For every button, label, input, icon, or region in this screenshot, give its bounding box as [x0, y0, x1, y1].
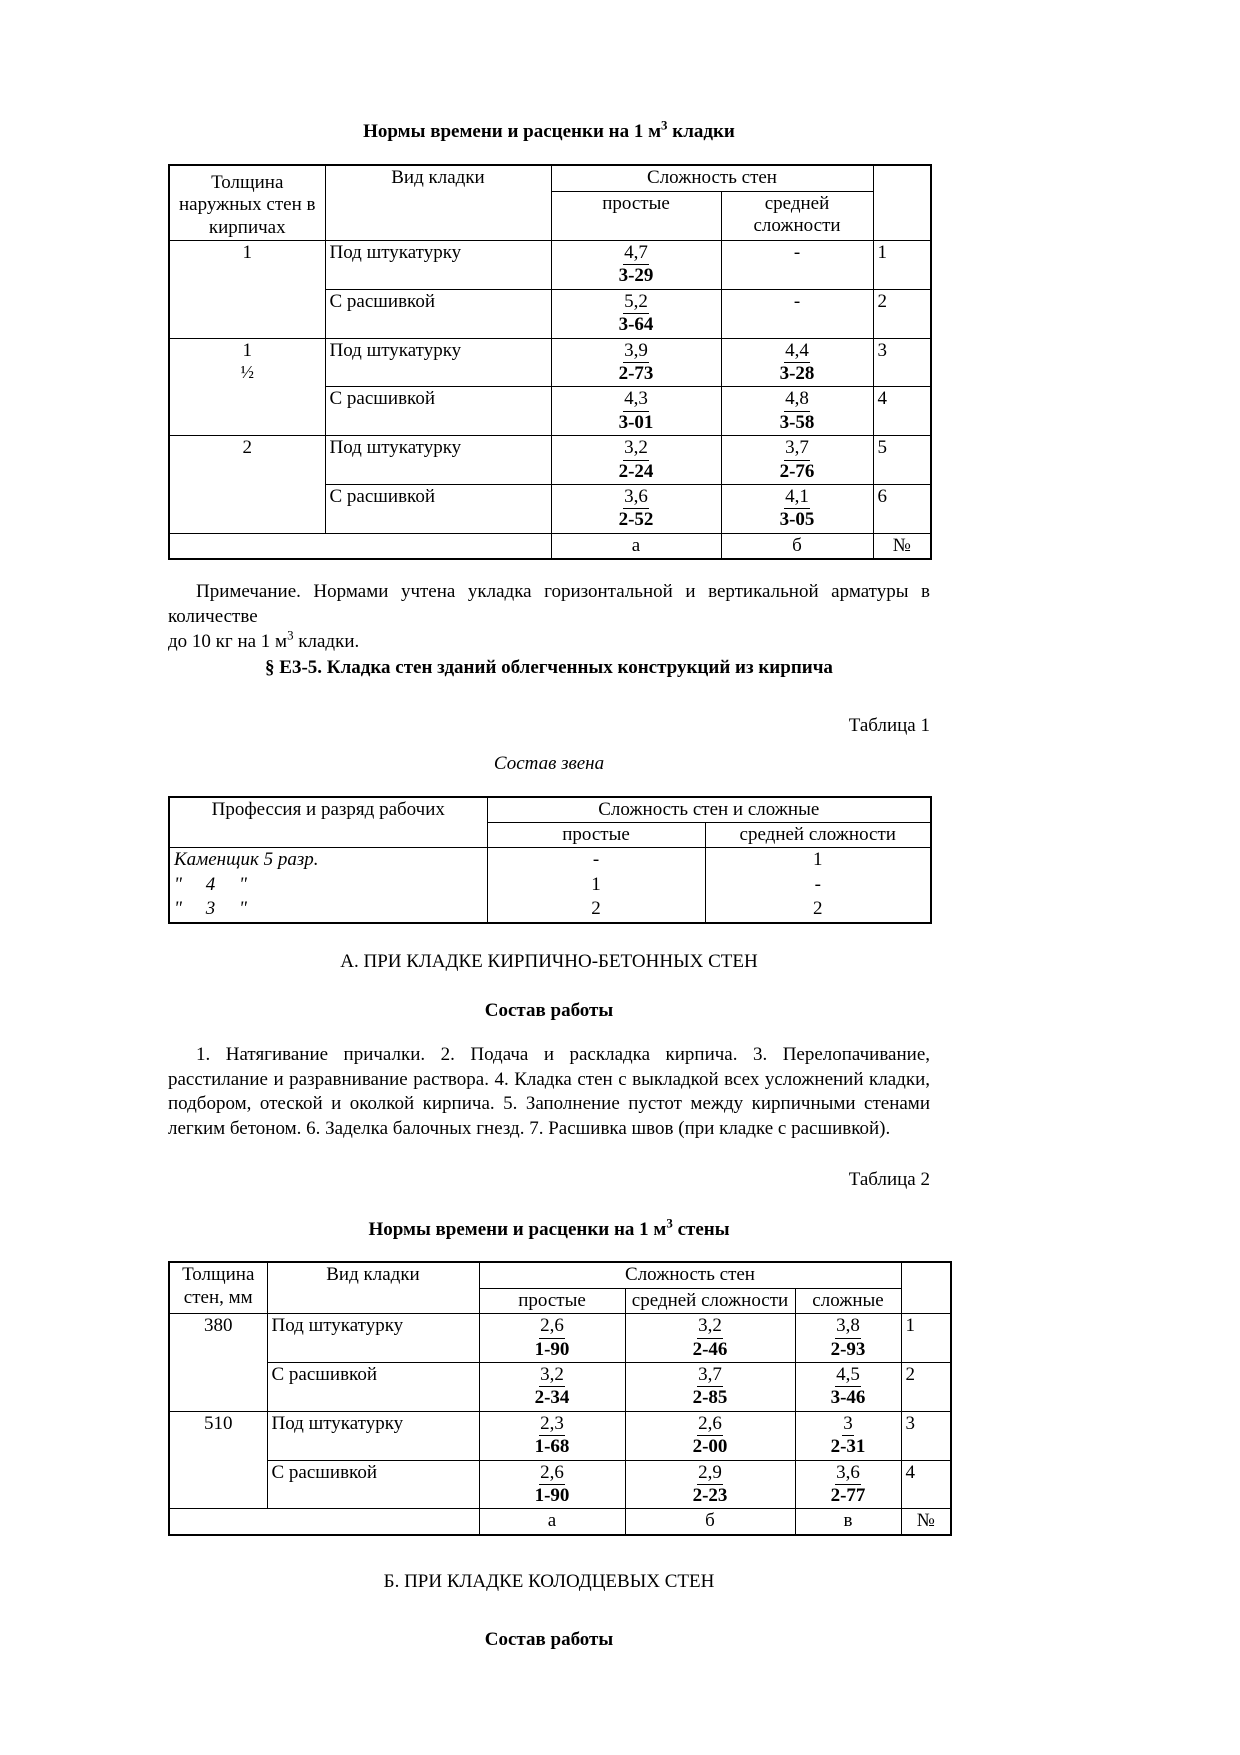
- value-denominator: 3-46: [830, 1387, 866, 1409]
- wall-header-kind: Вид кладки: [267, 1262, 479, 1313]
- value-numerator: 4,3: [623, 388, 649, 411]
- header-medium: средней сложности: [721, 191, 873, 240]
- table-row: [169, 1314, 951, 1363]
- cell-number: 4: [873, 387, 931, 436]
- crew-cell-simple: 1: [487, 873, 705, 897]
- wall-header-row-1: [169, 1262, 951, 1288]
- cell-medium: [625, 1411, 795, 1460]
- crew-row-group: [169, 873, 931, 897]
- value-numerator: 3,6: [835, 1462, 861, 1485]
- cell-kind: С расшивкой: [325, 485, 551, 534]
- cell-number: 3: [873, 338, 931, 387]
- section-a-title: А. ПРИ КЛАДКЕ КИРПИЧНО-БЕТОННЫХ СТЕН: [340, 950, 758, 972]
- wall-footer-number: №: [901, 1509, 951, 1535]
- wall-footer-b: б: [625, 1509, 795, 1535]
- note-paragraph-line2: [168, 627, 930, 655]
- header-complexity-group: Сложность стен: [551, 165, 873, 192]
- crew-cell-simple: 2: [487, 897, 705, 922]
- footer-a: а: [551, 533, 721, 559]
- cell-simple: [479, 1411, 625, 1460]
- value-denominator: 2-76: [779, 460, 815, 482]
- value-denominator: 2-85: [692, 1387, 728, 1409]
- crew-cell-profession: " 4 ": [169, 873, 487, 897]
- wall-header-thickness: Толщина стен, мм: [169, 1262, 267, 1313]
- cell-medium: [721, 436, 873, 485]
- wall-header-simple: простые: [479, 1288, 625, 1313]
- value-denominator: 2-00: [692, 1436, 728, 1458]
- cell-number: 2: [873, 289, 931, 338]
- cell-number: 1: [901, 1314, 951, 1363]
- value-numerator: 5,2: [623, 291, 649, 314]
- value-denominator: 2-77: [830, 1485, 866, 1506]
- crew-header-simple: простые: [487, 822, 705, 847]
- section3-title-superscript: 3: [666, 1215, 673, 1231]
- section-b-title: Б. ПРИ КЛАДКЕ КОЛОДЦЕВЫХ СТЕН: [383, 1570, 715, 1592]
- cell-thickness-fraction: ½: [240, 362, 255, 382]
- cell-complex: [795, 1460, 901, 1509]
- crew-cell-medium: -: [705, 873, 931, 897]
- table-footer-row: [169, 533, 931, 559]
- value-denominator: 2-73: [618, 363, 654, 384]
- value-numerator: 2,6: [539, 1315, 565, 1338]
- cell-medium: [721, 485, 873, 534]
- value-numerator: 2,6: [697, 1413, 723, 1436]
- page-content: [168, 117, 935, 1651]
- cell-medium: [721, 387, 873, 436]
- header-number-blank: [873, 165, 931, 241]
- cell-medium: [625, 1362, 795, 1411]
- crew-subtitle: Состав звена: [493, 752, 605, 774]
- table-row: [169, 1411, 951, 1460]
- cell-simple: [551, 436, 721, 485]
- value-numerator: 3,6: [623, 486, 649, 509]
- crew-header-row-1: [169, 797, 931, 823]
- work-composition-title-a: Состав работы: [484, 1000, 614, 1022]
- wall-footer-a: а: [479, 1509, 625, 1535]
- value-denominator: 1-68: [534, 1436, 570, 1458]
- cell-simple: [479, 1314, 625, 1363]
- cell-medium: [625, 1314, 795, 1363]
- cell-kind: Под штукатурку: [325, 240, 551, 289]
- cell-thickness: 510: [169, 1411, 267, 1509]
- section3-title-pre: Нормы времени и расценки на 1 м: [368, 1218, 667, 1240]
- cell-medium: -: [721, 240, 873, 289]
- table-row: [169, 1362, 951, 1411]
- value-denominator: 2-34: [534, 1387, 570, 1409]
- wall-footer-v: в: [795, 1509, 901, 1535]
- cell-complex: [795, 1362, 901, 1411]
- cell-simple: [551, 240, 721, 289]
- wall-header-number-blank: [901, 1262, 951, 1313]
- value-numerator: 4,4: [784, 340, 810, 363]
- section3-title: [168, 1215, 930, 1242]
- cell-number: 3: [901, 1411, 951, 1460]
- cell-number: 1: [873, 240, 931, 289]
- value-numerator: 4,8: [784, 388, 810, 411]
- cell-kind: Под штукатурку: [267, 1411, 479, 1460]
- cell-complex: [795, 1314, 901, 1363]
- cell-number: 4: [901, 1460, 951, 1509]
- header-kind: Вид кладки: [325, 165, 551, 241]
- wall-header-complex: сложные: [795, 1288, 901, 1313]
- crew-cell-medium: 1: [705, 848, 931, 873]
- crew-header-profession: Профессия и разряд рабочих: [169, 797, 487, 848]
- table-header-row-1: [169, 165, 931, 192]
- table-row: [169, 1460, 951, 1509]
- value-denominator: 2-31: [830, 1436, 866, 1458]
- cell-kind: С расшивкой: [325, 387, 551, 436]
- cell-kind: С расшивкой: [267, 1362, 479, 1411]
- table-label-2: Таблица 2: [848, 1168, 930, 1190]
- value-denominator: 2-46: [692, 1338, 728, 1360]
- cell-kind: С расшивкой: [325, 289, 551, 338]
- norms-wall-table: [168, 1261, 952, 1535]
- value-numerator: 2,9: [697, 1462, 723, 1485]
- table-row: [169, 240, 931, 289]
- crew-row-group: [169, 848, 931, 873]
- value-denominator: 3-28: [779, 363, 815, 384]
- cell-thickness: 380: [169, 1314, 267, 1412]
- cell-kind: Под штукатурку: [325, 436, 551, 485]
- crew-row-group: [169, 897, 931, 922]
- cell-thickness-whole: 1: [242, 339, 252, 361]
- value-numerator: 3,7: [784, 437, 810, 460]
- value-numerator: 3,2: [697, 1315, 723, 1338]
- value-numerator: 2,6: [539, 1462, 565, 1485]
- table-label-1: Таблица 1: [848, 715, 930, 737]
- value-numerator: 3,8: [835, 1315, 861, 1338]
- value-numerator: 3: [842, 1413, 854, 1436]
- cell-medium: [625, 1460, 795, 1509]
- value-denominator: 2-52: [618, 509, 654, 531]
- cell-thickness: 2: [169, 436, 325, 534]
- crew-header-group: Сложность стен и сложные: [487, 797, 931, 823]
- value-denominator: 3-64: [618, 314, 654, 336]
- cell-simple: [551, 289, 721, 338]
- wall-footer-row: [169, 1509, 951, 1535]
- cell-thickness: [169, 338, 325, 436]
- note-line2-post: кладки.: [293, 630, 360, 652]
- value-numerator: 3,9: [623, 340, 649, 363]
- section3-title-post: стены: [672, 1218, 730, 1240]
- cell-medium: [721, 338, 873, 387]
- crew-cell-medium: 2: [705, 897, 931, 922]
- note-paragraph: [168, 580, 930, 629]
- work-composition-title-b: Состав работы: [484, 1628, 614, 1650]
- norms-masonry-table: [168, 164, 932, 561]
- table-row: [169, 436, 931, 485]
- cell-simple: [551, 485, 721, 534]
- cell-simple: [551, 338, 721, 387]
- value-numerator: 4,7: [623, 242, 649, 265]
- wall-header-group: Сложность стен: [479, 1262, 901, 1288]
- cell-kind: С расшивкой: [267, 1460, 479, 1509]
- value-numerator: 2,3: [539, 1413, 565, 1436]
- crew-cell-profession: Каменщик 5 разр.: [169, 848, 487, 873]
- crew-header-medium: средней сложности: [705, 822, 931, 847]
- cell-complex: [795, 1411, 901, 1460]
- value-denominator: 3-29: [618, 265, 654, 287]
- value-numerator: 3,2: [539, 1364, 565, 1387]
- value-denominator: 1-90: [534, 1338, 570, 1360]
- cell-medium: -: [721, 289, 873, 338]
- value-numerator: 3,7: [697, 1364, 723, 1387]
- crew-composition-table: [168, 796, 932, 924]
- footer-number: №: [873, 533, 931, 559]
- header-simple: простые: [551, 191, 721, 240]
- header-thickness: Толщина наружных стен в кирпичах: [169, 165, 325, 241]
- crew-cell-simple: -: [487, 848, 705, 873]
- wall-footer-blank: [169, 1509, 479, 1535]
- section1-title-superscript: 3: [661, 117, 668, 133]
- value-denominator: 2-24: [618, 460, 654, 482]
- cell-kind: Под штукатурку: [325, 338, 551, 387]
- section1-title-pre: Нормы времени и расценки на 1 м: [363, 121, 662, 142]
- cell-simple: [479, 1362, 625, 1411]
- section2-heading: § Е3-5. Кладка стен зданий облегченных конструкций из кирпича: [265, 657, 833, 679]
- value-denominator: 1-90: [534, 1485, 570, 1506]
- crew-cell-profession: " 3 ": [169, 897, 487, 922]
- value-denominator: 2-93: [830, 1338, 866, 1360]
- wall-header-medium: средней сложности: [625, 1288, 795, 1313]
- note-line2-pre: до 10 кг на 1 м: [168, 630, 288, 652]
- value-denominator: 2-23: [692, 1485, 728, 1506]
- value-numerator: 3,2: [623, 437, 649, 460]
- cell-number: 6: [873, 485, 931, 534]
- work-composition-text: 1. Натягивание причалки. 2. Подача и раскладка кирпича. 3. Перелопачивание, расстилание и разравнивание раствора. 4. Кладка стен с выкладкой всех усложнений кладки, подбором, отеской и околкой кирпича. 5. Заполнение пустот между кирпичными стенами легким бетоном. 6. Заделка балочных гнезд. 7. Расшивка швов (при кладке с расшивкой).: [168, 1044, 930, 1140]
- value-numerator: 4,5: [835, 1364, 861, 1387]
- section1-title: [168, 117, 930, 144]
- section1-title-post: кладки: [667, 121, 735, 142]
- cell-simple: [479, 1460, 625, 1509]
- footer-blank: [169, 533, 551, 559]
- cell-simple: [551, 387, 721, 436]
- value-numerator: 4,1: [784, 486, 810, 509]
- footer-b: б: [721, 533, 873, 559]
- cell-number: 5: [873, 436, 931, 485]
- value-denominator: 3-58: [779, 411, 815, 433]
- note-superscript: 3: [287, 627, 294, 643]
- table-row: [169, 338, 931, 387]
- cell-kind: Под штукатурку: [267, 1314, 479, 1363]
- cell-number: 2: [901, 1362, 951, 1411]
- note-line1: Примечание. Нормами учтена укладка горизонтальной и вертикальной арматуры в количестве: [168, 581, 930, 627]
- cell-thickness: 1: [169, 240, 325, 338]
- value-denominator: 3-05: [779, 509, 815, 531]
- value-denominator: 3-01: [618, 411, 654, 433]
